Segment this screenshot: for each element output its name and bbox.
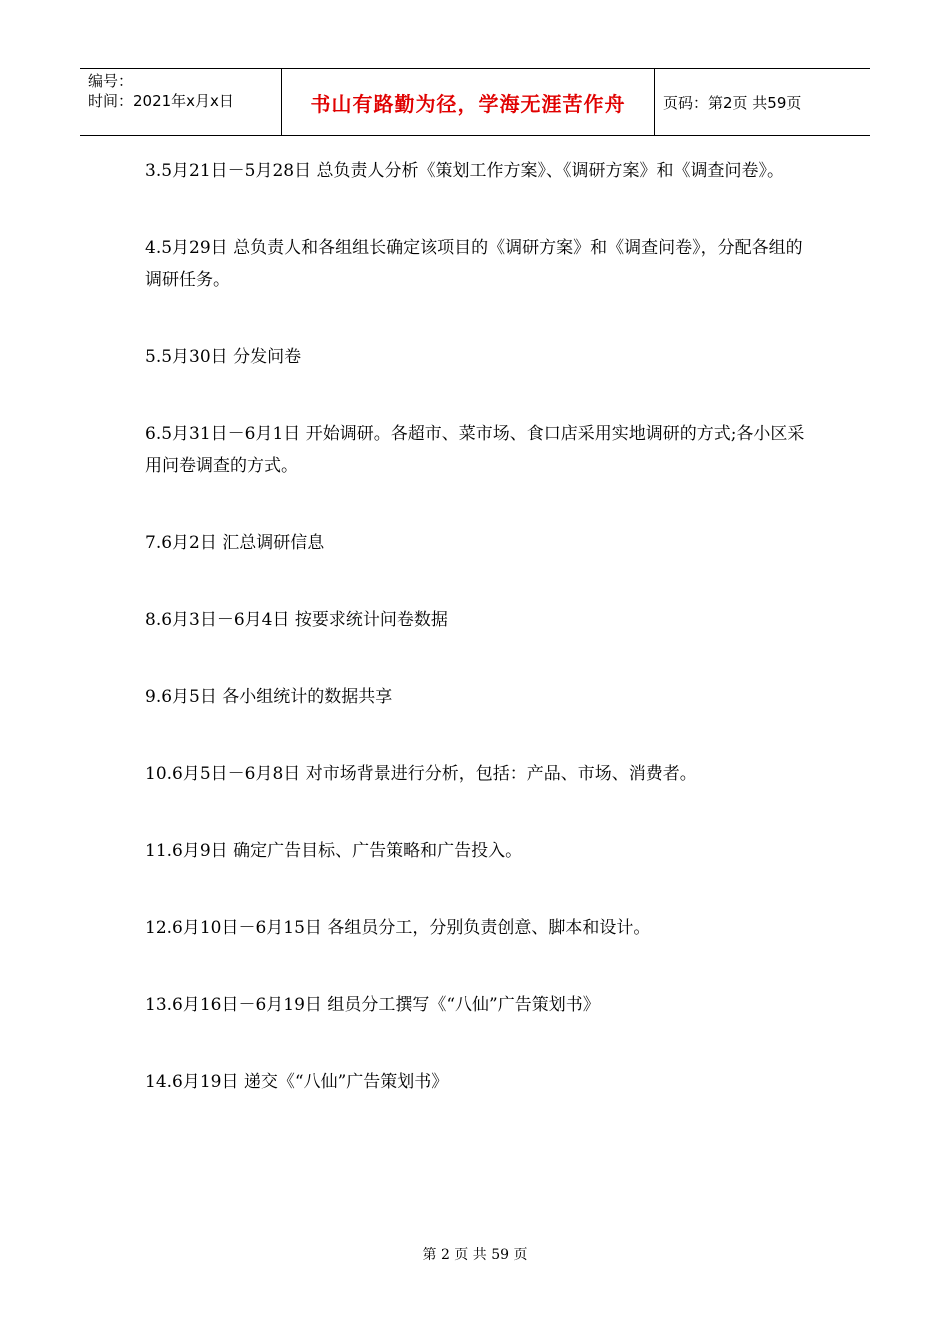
- header-motto: 书山有路勤为径，学海无涯苦作舟: [282, 69, 655, 135]
- schedule-entry: 5.5月30日 分发问卷: [145, 347, 302, 367]
- schedule-entry: 14.6月19日 递交《“八仙”广告策划书》: [145, 1072, 449, 1092]
- schedule-entry: 9.6月5日 各小组统计的数据共享: [145, 687, 393, 707]
- time-label: 时间：2021年x月x日: [88, 92, 234, 110]
- document-header: [80, 68, 870, 136]
- number-label: 编号：: [88, 72, 134, 90]
- schedule-entry: 6.5月31日－6月1日 开始调研。各超市、菜市场、食口店采用实地调研的方式;各小区采用问卷调查的方式。: [145, 424, 805, 476]
- schedule-entry: 12.6月10日－6月15日 各组员分工，分别负责创意、脚本和设计。: [145, 918, 651, 938]
- header-meta: [80, 69, 282, 135]
- header-page-info: 页码：第2页 共59页: [663, 93, 802, 112]
- schedule-entry: 4.5月29日 总负责人和各组组长确定该项目的《调研方案》和《调查问卷》，分配各组的调研任务。: [145, 238, 803, 290]
- page-footer: 第 2 页 共 59 页: [422, 1247, 528, 1263]
- schedule-entry: 13.6月16日－6月19日 组员分工撰写《“八仙”广告策划书》: [145, 995, 600, 1015]
- schedule-entry: 7.6月2日 汇总调研信息: [145, 533, 325, 553]
- schedule-list: [145, 155, 815, 1098]
- schedule-entry: 8.6月3日－6月4日 按要求统计问卷数据: [145, 610, 448, 630]
- schedule-entry: 11.6月9日 确定广告目标、广告策略和广告投入。: [145, 841, 523, 861]
- schedule-entry: 10.6月5日－6月8日 对市场背景进行分析，包括：产品、市场、消费者。: [145, 764, 697, 784]
- schedule-entry: 3.5月21日－5月28日 总负责人分析《策划工作方案》、《调研方案》和《调查问卷》。: [145, 161, 785, 181]
